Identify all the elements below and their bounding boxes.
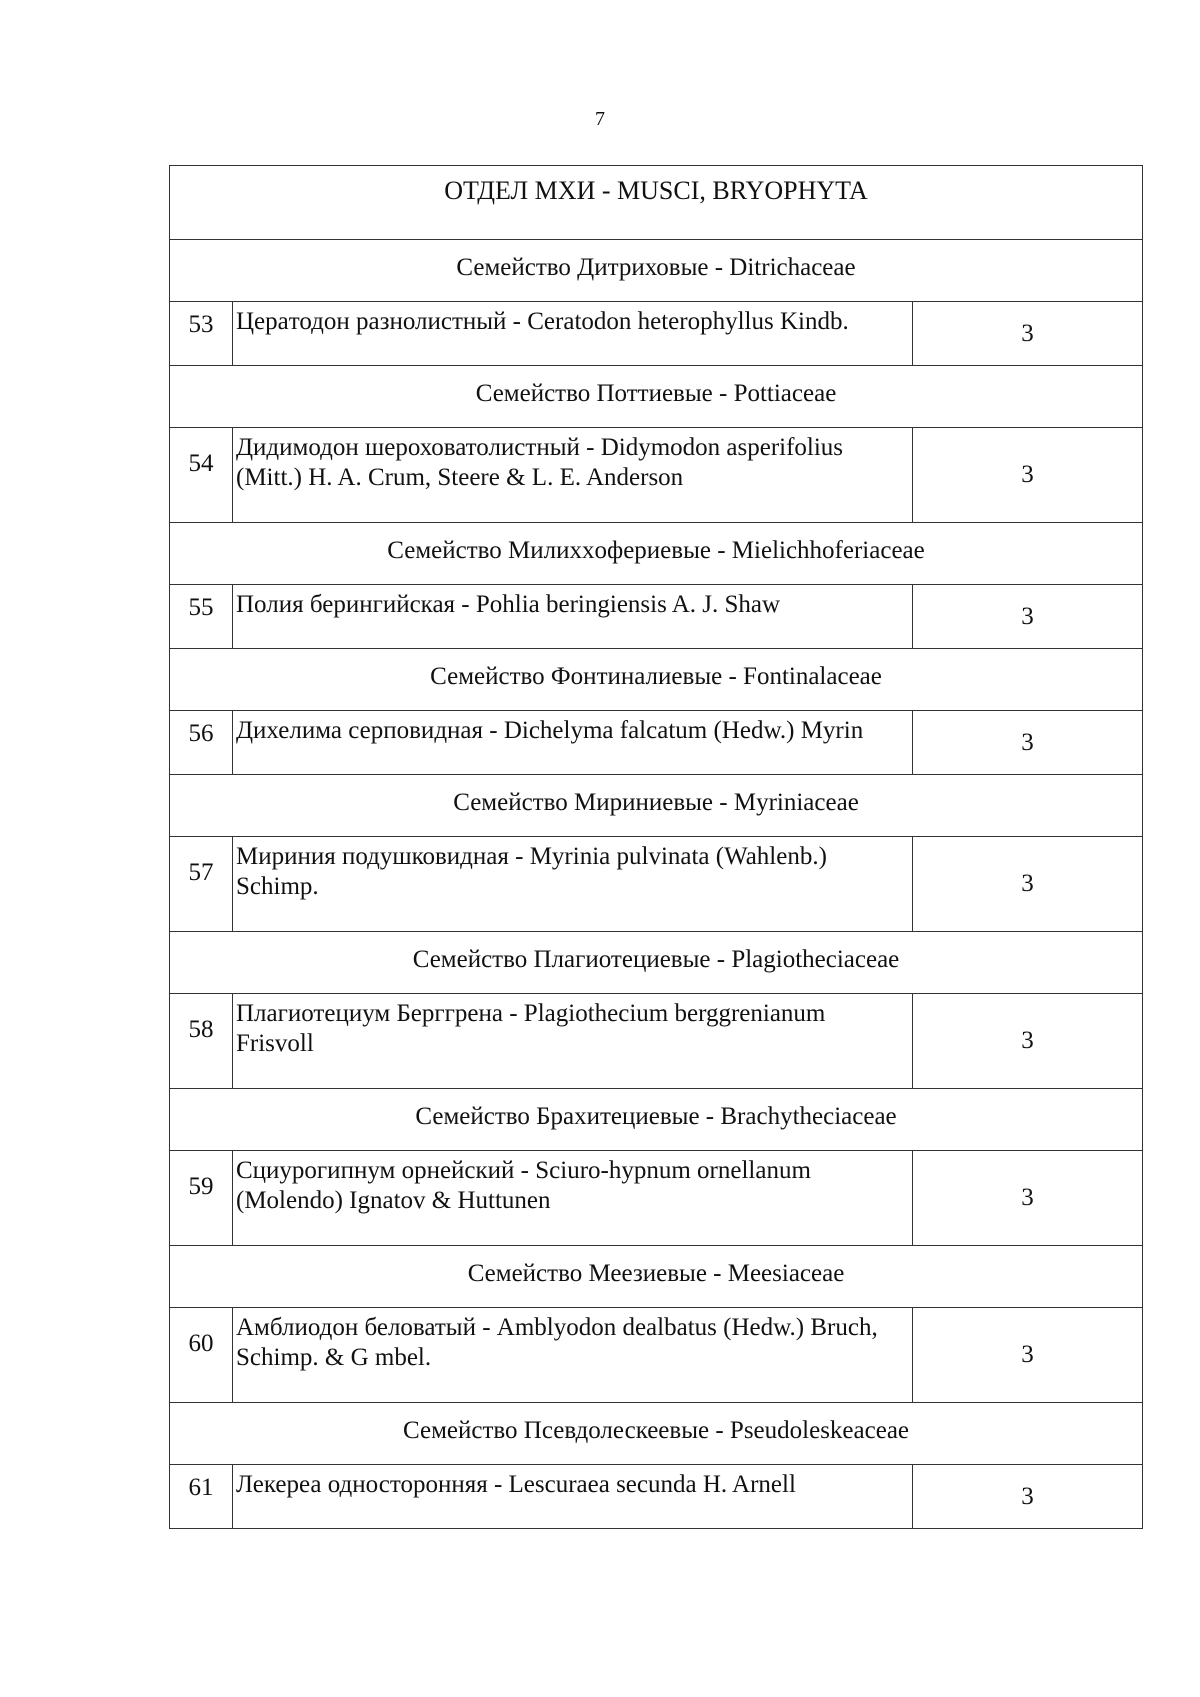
family-heading: Семейство Фонтиналиевые - Fontinalaceae xyxy=(170,649,1143,711)
species-row xyxy=(170,428,1143,523)
species-number: 59 xyxy=(170,1151,233,1246)
species-row xyxy=(170,1151,1143,1246)
red-book-table xyxy=(169,165,1143,1529)
rarity-category: 3 xyxy=(913,302,1143,366)
species-number: 55 xyxy=(170,585,233,649)
family-row xyxy=(170,1089,1143,1151)
species-row xyxy=(170,1465,1143,1529)
rarity-category: 3 xyxy=(913,1151,1143,1246)
family-row xyxy=(170,1246,1143,1308)
rarity-category: 3 xyxy=(913,1465,1143,1529)
family-heading: Семейство Брахитециевые - Brachytheciaceae xyxy=(170,1089,1143,1151)
species-row xyxy=(170,994,1143,1089)
species-number: 53 xyxy=(170,302,233,366)
species-row xyxy=(170,837,1143,932)
species-number: 57 xyxy=(170,837,233,932)
family-heading: Семейство Милихxофериевые - Mielichhoferiaceae xyxy=(170,523,1143,585)
rarity-category: 3 xyxy=(913,994,1143,1089)
species-row xyxy=(170,711,1143,775)
family-row xyxy=(170,649,1143,711)
family-heading: Семейство Мириниевые - Myriniaceae xyxy=(170,775,1143,837)
rarity-category: 3 xyxy=(913,428,1143,523)
species-name: Лекереа односторонняя - Lescuraea secunda H. Arnell xyxy=(233,1465,913,1529)
family-row xyxy=(170,240,1143,302)
family-row xyxy=(170,932,1143,994)
species-name: Плагиотециум Берггрена - Plagiothecium berggrenianum Frisvoll xyxy=(233,994,913,1089)
species-name: Дихелима серповидная - Dichelyma falcatum (Hedw.) Myrin xyxy=(233,711,913,775)
species-name: Полия берингийская - Pohlia beringiensis A. J. Shaw xyxy=(233,585,913,649)
species-number: 56 xyxy=(170,711,233,775)
species-name: Дидимодон шероховатолистный - Didymodon asperifolius (Mitt.) H. A. Crum, Steere & L. E. Anderson xyxy=(233,428,913,523)
family-heading: Семейство Псевдолескеевые - Pseudoleskeaceae xyxy=(170,1403,1143,1465)
rarity-category: 3 xyxy=(913,585,1143,649)
species-number: 61 xyxy=(170,1465,233,1529)
species-row xyxy=(170,1308,1143,1403)
species-number: 60 xyxy=(170,1308,233,1403)
family-row xyxy=(170,775,1143,837)
rarity-category: 3 xyxy=(913,837,1143,932)
family-heading: Семейство Поттиевые - Pottiaceae xyxy=(170,366,1143,428)
species-name: Амблиодон беловатый - Amblyodon dealbatus (Hedw.) Bruch, Schimp. & G mbel. xyxy=(233,1308,913,1403)
family-heading: Семейство Плагиотециевые - Plagiotheciaceae xyxy=(170,932,1143,994)
family-heading: Семейство Меезиевые - Meesiaceae xyxy=(170,1246,1143,1308)
family-row xyxy=(170,366,1143,428)
division-row xyxy=(170,166,1143,240)
division-heading: ОТДЕЛ МХИ - MUSCI, BRYOPHYTA xyxy=(170,166,1143,240)
species-name: Церaтодон разнолистный - Ceratodon heterophyllus Kindb. xyxy=(233,302,913,366)
page-number: 7 xyxy=(595,108,605,130)
rarity-category: 3 xyxy=(913,711,1143,775)
family-row xyxy=(170,1403,1143,1465)
species-number: 58 xyxy=(170,994,233,1089)
family-heading: Семейство Дитриховые - Ditrichaceae xyxy=(170,240,1143,302)
species-row xyxy=(170,585,1143,649)
species-row xyxy=(170,302,1143,366)
rarity-category: 3 xyxy=(913,1308,1143,1403)
species-name: Сциурогипнум орнейский - Sciuro-hypnum ornellanum (Molendo) Ignatov & Huttunen xyxy=(233,1151,913,1246)
family-row xyxy=(170,523,1143,585)
species-name: Мириния подушковидная - Myrinia pulvinata (Wahlenb.) Schimp. xyxy=(233,837,913,932)
species-number: 54 xyxy=(170,428,233,523)
